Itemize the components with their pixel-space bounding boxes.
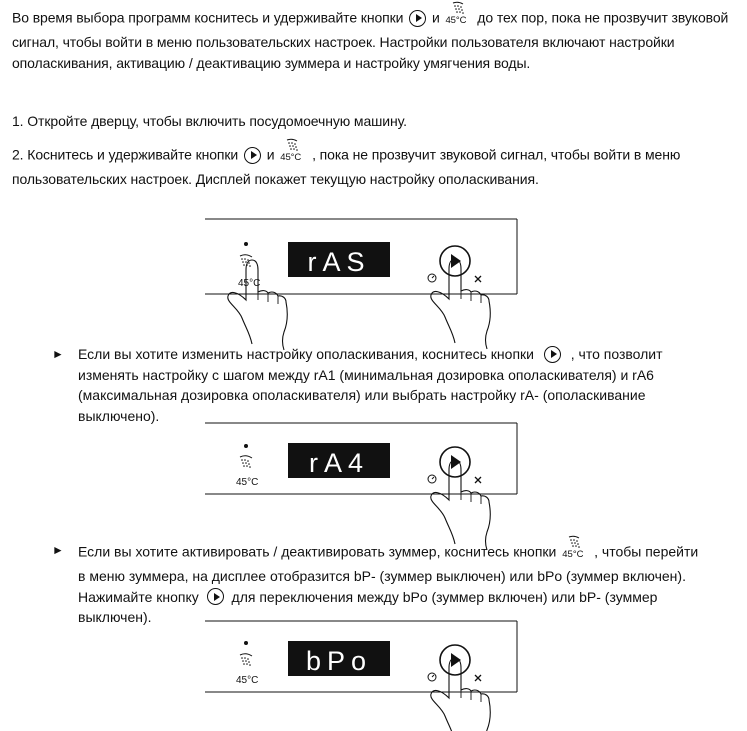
- display-text: rA4: [308, 448, 370, 478]
- panel-1: [205, 219, 517, 350]
- pointing-hand-icon: [228, 260, 288, 350]
- timer-icon: [428, 475, 436, 483]
- temp-icon-label: 45°C: [280, 152, 302, 163]
- play-circle-icon: [440, 246, 470, 276]
- close-icon: [475, 675, 481, 681]
- intro-text-1: Во время выбора программ коснитесь и удерживайте кнопки: [12, 9, 404, 26]
- temp-icon-label: 45°C: [562, 549, 584, 560]
- step-2-text-1: 2. Коснитесь и удерживайте кнопки: [12, 146, 239, 163]
- play-circle-icon: [440, 447, 470, 477]
- timer-icon: [428, 274, 436, 282]
- panel-3-temp-label: 45°C: [236, 675, 259, 686]
- pointing-hand-icon: [431, 259, 491, 349]
- intro-text-2: и: [431, 9, 440, 26]
- timer-icon: [428, 673, 436, 681]
- step-2-text-3: , пока не прозвучит звуковой сигнал, чтобы войти в меню пользовательских настроек. Дисплей покажет текущую настройку ополаскивания.: [12, 146, 681, 187]
- bullet-1-text-2: , что позволит изменять настройку с шагом между rA1 (минимальная дозировка ополаскивателя) и rA6 (максимальная дозировка ополаскивателя) или выбрать настройку rA- (ополаскивание выключено).: [78, 346, 663, 424]
- display-text: bPo: [305, 646, 373, 676]
- panel-2-temp-label: 45°C: [236, 477, 259, 488]
- close-icon: [475, 276, 481, 282]
- step-1-text: 1. Откройте дверцу, чтобы включить посудомоечную машину.: [12, 113, 407, 129]
- panel-2: [205, 423, 517, 550]
- bullet-2-text-2: , чтобы перейти в меню зуммера, на дисплее отобразится bP- (зуммер выключен) или bPo (зуммер включен). Нажимайте кнопку: [78, 543, 699, 605]
- pointing-hand-icon: [431, 460, 491, 550]
- display-text: rAS: [307, 247, 371, 277]
- intro-text-3: до тех пор, пока не прозвучит звуковой сигнал, чтобы войти в меню пользовательских настроек. Настройки пользователя включают настройки ополаскивания, активацию / деактивацию зуммера и настройку умягчения воды.: [12, 9, 729, 71]
- bullet-2: [78, 540, 708, 628]
- play-circle-icon: [544, 346, 561, 363]
- panel-3: [205, 621, 517, 731]
- bullet-arrow: ►: [52, 543, 64, 557]
- play-circle-icon: [207, 588, 224, 605]
- bullet-2-text-3: для переключения между bPo (зуммер включен) или bP- (зуммер выключен).: [78, 588, 658, 625]
- pointing-hand-icon: [431, 658, 491, 731]
- step-2-text-2: и: [266, 146, 275, 163]
- bullet-1: [78, 344, 708, 426]
- shower-icon: [240, 654, 252, 666]
- bullet-arrow: ►: [52, 347, 64, 361]
- temp-icon-label: 45°C: [445, 15, 467, 26]
- close-icon: [475, 477, 481, 483]
- play-circle-icon: [440, 645, 470, 675]
- bullet-1-text-1: Если вы хотите изменить настройку ополаскивания, коснитесь кнопки: [78, 346, 534, 362]
- shower-45c-icon: [562, 534, 588, 560]
- bullet-2-text-1: Если вы хотите активировать / деактивировать зуммер, коснитесь кнопки: [78, 543, 557, 560]
- shower-icon: [240, 456, 252, 468]
- panel-1-temp-label: 45°C: [238, 278, 261, 289]
